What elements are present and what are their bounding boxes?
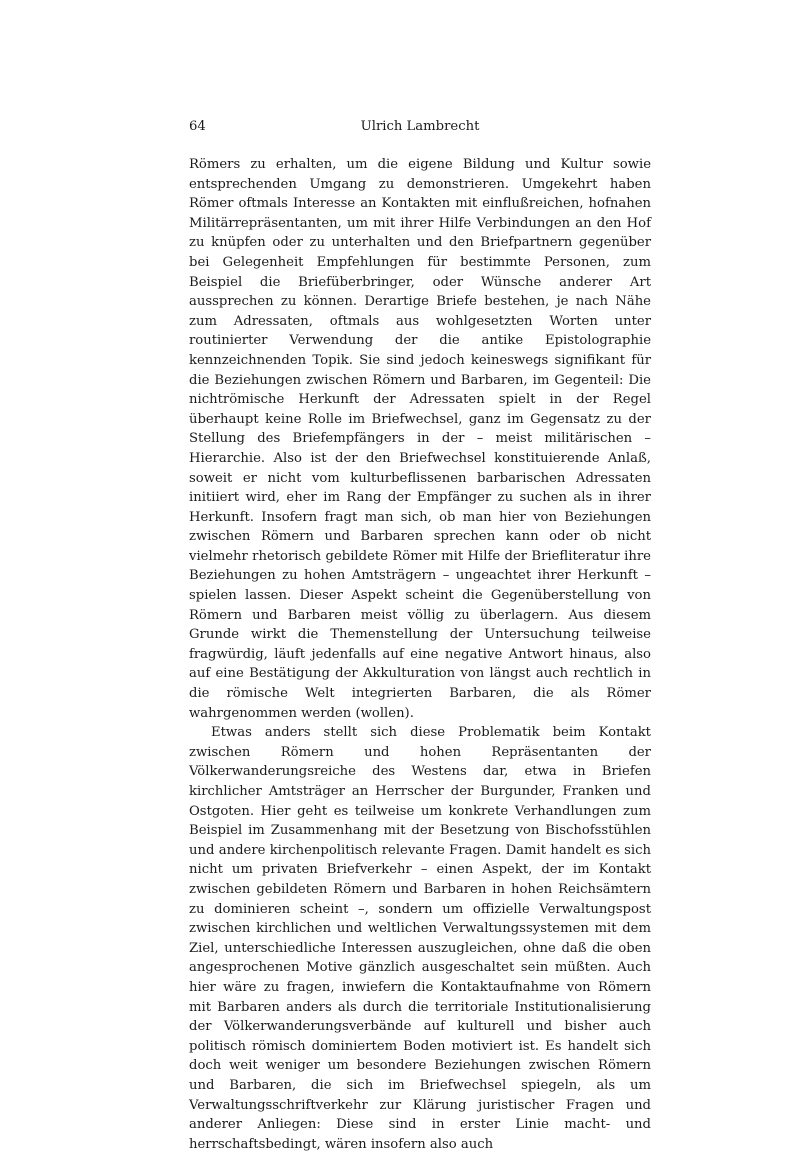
paragraph-continued: Römers zu erhalten, um die eigene Bildung und Kultur sowie entsprechenden Umgang zu demonstrieren. Umgekehrt haben Römer oftmals Interesse an Kontakten mit einflußreichen, hofnahen Militärrepräsentanten, um mit ihrer Hilfe Verbindungen an den Hof zu knüpfen oder zu unterhalten und den Briefpartnern gegenüber bei Gelegenheit Empfehlungen für bestimmte Personen, zum Beispiel die Briefüberbringer, oder Wünsche anderer Art aussprechen zu können. Derartige Briefe bestehen, je nach Nähe zum Adressaten, oftmals aus wohlgesetzten Worten unter routinierter Verwendung der die antike Epistolographie kennzeichnenden Topik. Sie sind jedoch keineswegs signifikant für die Beziehungen zwischen Römern und Barbaren, im Gegenteil: Die nichtrömische Herkunft der Adressaten spielt in der Regel überhaupt keine Rolle im Briefwechsel, ganz im Gegensatz zu der Stellung des Briefempfängers in der – meist militärischen – Hierarchie. Also ist der den Briefwechsel konstituierende Anlaß, soweit er nicht vom kulturbeflissenen barbarischen Adressaten initiiert wird, eher im Rang der Empfänger zu suchen als in ihrer Herkunft. Insofern fragt man sich, ob man hier von Beziehungen zwischen Römern und Barbaren sprechen kann oder ob nicht vielmehr rhetorisch gebildete Römer mit Hilfe der Briefliteratur ihre Beziehungen zu hohen Amtsträgern – ungeachtet ihrer Herkunft – spielen lassen. Dieser Aspekt scheint die Gegenüberstellung von Römern und Barbaren meist völlig zu überlagern. Aus diesem Grunde wirkt die Themenstellung der Untersuchung teilweise fragwürdig, läuft jedenfalls auf eine negative Antwort hinaus, also auf eine Bestätigung der Akkulturation von längst auch rechtlich in die römische Welt integrierten Barbaren, die als Römer wahrgenommen werden (wollen). — [189, 157, 651, 721]
running-head — [189, 116, 651, 138]
document-page — [189, 116, 651, 1154]
paragraph: Etwas anders stellt sich diese Problematik beim Kontakt zwischen Römern und hohen Repräsentanten der Völkerwanderungsreiche des Westens dar, etwa in Briefen kirchlicher Amtsträger an Herrscher der Burgunder, Franken und Ostgoten. Hier geht es teilweise um konkrete Verhandlungen zum Beispiel im Zusammenhang mit der Besetzung von Bischofsstühlen und andere kirchenpolitisch relevante Fragen. Damit handelt es sich nicht um privaten Briefverkehr – einen Aspekt, der im Kontakt zwischen gebildeten Römern und Barbaren in hohen Reichsämtern zu dominieren scheint –, sondern um offizielle Verwaltungspost zwischen kirchlichen und weltlichen Verwaltungssystemen mit dem Ziel, unterschiedliche Interessen auszugleichen, ohne daß die oben angesprochenen Motive gänzlich ausgeschaltet sein müßten. Auch hier wäre zu fragen, inwiefern die Kontaktaufnahme von Römern mit Barbaren anders als durch die territoriale Institutionalisierung der Völkerwanderungsverbände auf kulturell und bisher auch politisch römisch dominiertem Boden motiviert ist. Es handelt sich doch weit weniger um besondere Beziehungen zwischen Römern und Barbaren, die sich im Briefwechsel spiegeln, als um Verwaltungsschriftverkehr zur Klärung juristischer Fragen und anderer Anliegen: Diese sind in erster Linie macht- und herrschaftsbedingt, wären insofern also auch — [189, 725, 651, 1152]
page-number: 64 — [189, 119, 206, 134]
body-text — [189, 155, 651, 1154]
running-title: Ulrich Lambrecht — [360, 119, 480, 134]
